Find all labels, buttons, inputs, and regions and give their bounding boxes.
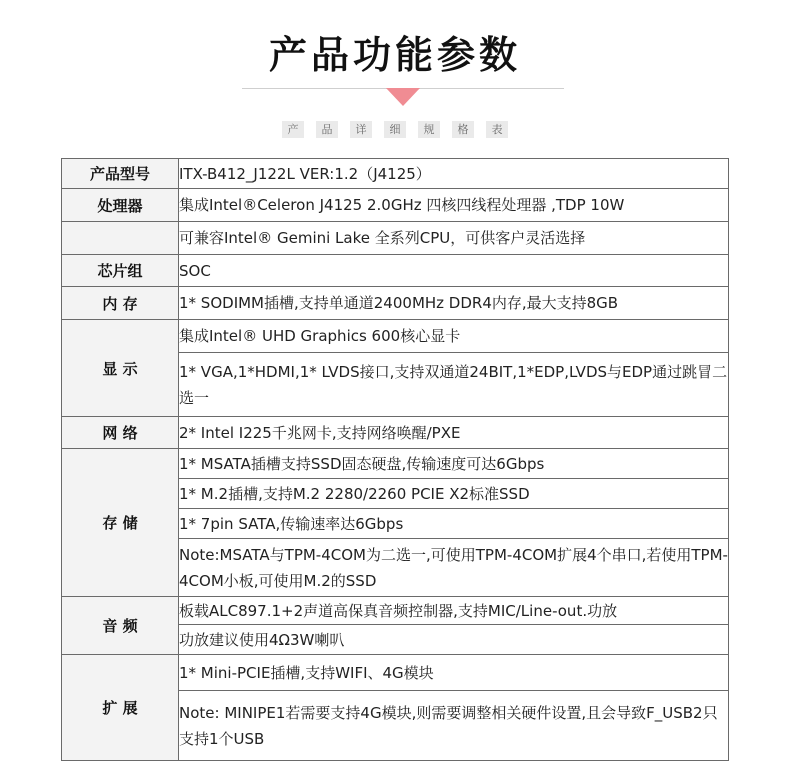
table-row	[62, 417, 729, 449]
subtitle-chips	[0, 121, 790, 138]
table-row	[62, 287, 729, 320]
row-label-model: 产品型号	[62, 159, 179, 189]
row-value-cpu-extra: 可兼容Intel® Gemini Lake 全系列CPU，可供客户灵活选择	[179, 222, 729, 255]
row-value-model: ITX-B412_J122L VER:1.2（J4125）	[179, 159, 729, 189]
table-row	[62, 449, 729, 479]
row-label-storage: 存 储	[62, 449, 179, 597]
row-label-display: 显 示	[62, 320, 179, 417]
row-value-storage: 1* MSATA插槽支持SSD固态硬盘,传输速度可达6Gbps	[179, 449, 729, 479]
table-row	[62, 320, 729, 353]
subtitle-char: 品	[316, 121, 338, 138]
row-label-audio: 音 频	[62, 597, 179, 655]
row-value-storage: 1* M.2插槽,支持M.2 2280/2260 PCIE X2标准SSD	[179, 479, 729, 509]
down-triangle-icon	[386, 88, 420, 106]
row-value-storage: 1* 7pin SATA,传输速率达6Gbps	[179, 509, 729, 539]
page-title: 产品功能参数	[268, 33, 521, 77]
table-row	[62, 222, 729, 255]
row-value-display: 1* VGA,1*HDMI,1* LVDS接口,支持双通道24BIT,1*EDP,LVDS与EDP通过跳冒二选一	[179, 353, 729, 417]
table-row	[62, 159, 729, 189]
row-label-memory: 内 存	[62, 287, 179, 320]
row-label-network: 网 络	[62, 417, 179, 449]
row-value-storage: Note:MSATA与TPM-4COM为二选一,可使用TPM-4COM扩展4个串口,若使用TPM-4COM小板,可使用M.2的SSD	[179, 539, 729, 597]
row-value-network: 2* Intel I225千兆网卡,支持网络唤醒/PXE	[179, 417, 729, 449]
row-label-empty	[62, 222, 179, 255]
title-divider-right	[418, 88, 564, 89]
subtitle-char: 表	[486, 121, 508, 138]
table-row	[62, 255, 729, 287]
row-value-display: 集成Intel® UHD Graphics 600核心显卡	[179, 320, 729, 353]
row-value-expansion: 1* Mini-PCIE插槽,支持WIFI、4G模块	[179, 655, 729, 691]
table-row	[62, 189, 729, 222]
row-value-cpu: 集成Intel®Celeron J4125 2.0GHz 四核四线程处理器 ,TDP 10W	[179, 189, 729, 222]
row-label-cpu: 处理器	[62, 189, 179, 222]
subtitle-char: 格	[452, 121, 474, 138]
row-value-audio: 功放建议使用4Ω3W喇叭	[179, 625, 729, 655]
spec-table	[61, 158, 729, 761]
subtitle-char: 细	[384, 121, 406, 138]
row-value-chipset: SOC	[179, 255, 729, 287]
row-label-expansion: 扩 展	[62, 655, 179, 761]
subtitle-char: 详	[350, 121, 372, 138]
subtitle-char: 产	[282, 121, 304, 138]
row-label-chipset: 芯片组	[62, 255, 179, 287]
row-value-memory: 1* SODIMM插槽,支持单通道2400MHz DDR4内存,最大支持8GB	[179, 287, 729, 320]
subtitle-char: 规	[418, 121, 440, 138]
table-row	[62, 597, 729, 625]
table-row	[62, 655, 729, 691]
title-divider-left	[242, 88, 388, 89]
row-value-expansion: Note: MINIPE1若需要支持4G模块,则需要调整相关硬件设置,且会导致F_USB2只支持1个USB	[179, 691, 729, 761]
row-value-audio: 板载ALC897.1+2声道高保真音频控制器,支持MIC/Line-out.功放	[179, 597, 729, 625]
